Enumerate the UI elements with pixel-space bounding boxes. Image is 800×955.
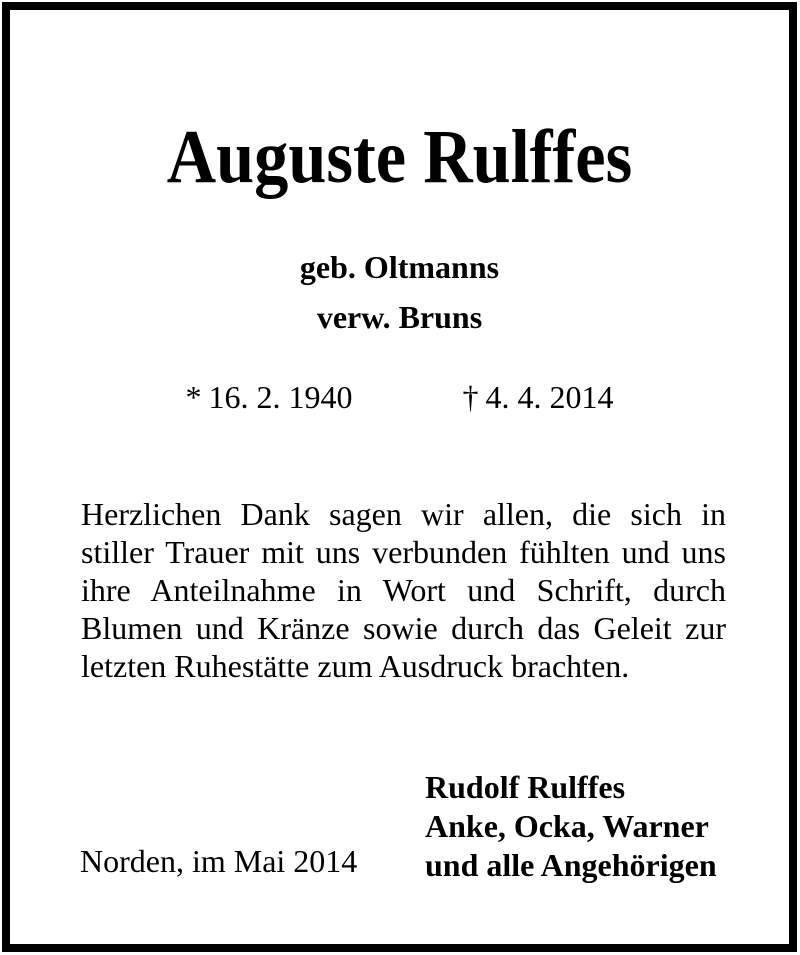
mourners-block bbox=[425, 768, 717, 885]
message-line: stiller Trauer mit uns verbunden fühlten und uns bbox=[81, 534, 726, 570]
message-line: Blumen und Kränze sowie durch das Geleit zur bbox=[81, 610, 726, 646]
thanks-message bbox=[81, 495, 726, 685]
message-line: Herzlichen Dank sagen wir allen, die sich in bbox=[81, 496, 726, 532]
mourner-line: Anke, Ocka, Warner bbox=[425, 808, 709, 844]
notice-border-frame bbox=[2, 2, 797, 952]
death-cross-icon: † bbox=[462, 379, 479, 415]
maiden-name: geb. Oltmanns bbox=[299, 249, 500, 285]
mourner-line: und alle Angehörigen bbox=[425, 847, 717, 883]
message-line: letzten Ruhestätte zum Ausdruck brachten. bbox=[81, 648, 630, 684]
birth-date bbox=[186, 381, 353, 413]
widowed-name: verw. Bruns bbox=[316, 299, 483, 335]
life-dates-row bbox=[10, 381, 789, 413]
deceased-name: Auguste Rulffes bbox=[166, 115, 633, 199]
place-and-date: Norden, im Mai 2014 bbox=[80, 843, 358, 879]
birth-star-icon: * bbox=[185, 379, 202, 415]
message-line: ihre Anteilnahme in Wort und Schrift, durch bbox=[81, 572, 726, 608]
birth-date-text: 16. 2. 1940 bbox=[208, 379, 353, 415]
death-date bbox=[463, 381, 614, 413]
death-date-text: 4. 4. 2014 bbox=[485, 379, 614, 415]
mourner-line: Rudolf Rulffes bbox=[425, 769, 626, 805]
